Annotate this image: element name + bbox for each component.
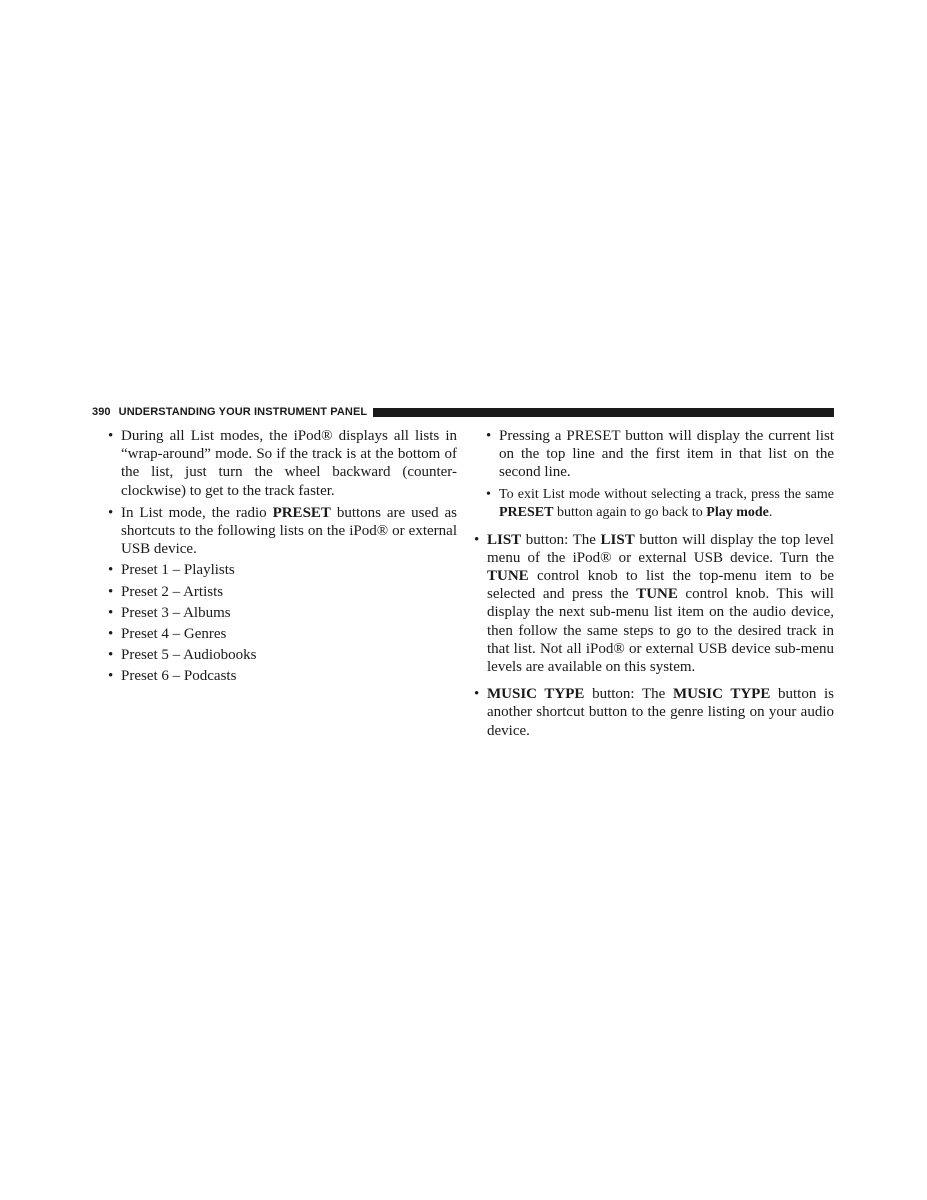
list-item-preset-4 [108,625,457,643]
paragraph-text: button is another shortcut button to the genre listing on your audio device. [487,686,834,739]
bullet-icon: • [108,626,114,643]
section-title: UNDERSTANDING YOUR INSTRUMENT PANEL [118,406,368,418]
preset-label: Preset 3 – Albums [121,604,231,621]
sub-bullet-group [474,427,834,522]
paragraph-text: buttons are used as shortcuts to the following lists on the iPod® or external USB device. [121,504,457,558]
list-item-pressing-preset [486,427,834,482]
tune-keyword: TUNE [487,568,529,585]
list-item-exit-list-mode [486,486,834,522]
paragraph-text: To exit List mode without selecting a track, press the same [499,486,834,502]
paragraph-text: button: The [584,686,673,703]
paragraph-text: control knob. This will display the next sub-menu list item on the audio device, then follow the same steps to go to the desired track in that list. Not all iPod® or external USB device sub-menu levels are available on this system. [487,586,834,676]
page-number: 390 [92,406,111,418]
list-keyword: LIST [600,531,635,548]
list-item-music-type-button [474,685,834,740]
list-item-preset-2 [108,583,457,601]
page-header [92,405,834,419]
list-item-list-button [474,531,834,677]
bullet-icon: • [486,486,491,502]
play-mode-keyword: Play mode [706,504,769,520]
bullet-icon: • [108,583,114,600]
paragraph-text: In List mode, the radio [121,504,273,521]
paragraph-text: Pressing a PRESET button will display the current list on the top line and the first item in that list on the second line. [499,428,834,481]
bullet-icon: • [474,686,480,703]
preset-label: Preset 2 – Artists [121,583,224,600]
list-item-wrap-around [108,427,457,500]
preset-keyword: PRESET [272,504,331,521]
music-type-keyword: MUSIC TYPE [487,686,585,703]
bullet-icon: • [108,668,114,685]
bullet-icon: • [108,647,114,664]
paragraph-text: During all List modes, the iPod® displays all lists in “wrap-around” mode. So if the track is at the bottom of the list, just turn the wheel backward (counter-clockwise) to get to the track faster. [121,428,457,499]
list-item-preset-5 [108,646,457,664]
paragraph-text: button: The [521,531,601,548]
preset-label: Preset 1 – Playlists [121,562,235,579]
preset-label: Preset 5 – Audiobooks [121,647,257,664]
music-type-keyword: MUSIC TYPE [672,686,771,703]
bullet-icon: • [108,504,114,521]
preset-label: Preset 4 – Genres [121,626,227,643]
bullet-icon: • [108,428,114,444]
preset-label: Preset 6 – Podcasts [121,668,237,685]
list-item-preset-1 [108,561,457,579]
list-item-preset-6 [108,667,457,685]
tune-keyword: TUNE [636,586,678,603]
bullet-icon: • [108,604,114,621]
left-column [108,427,457,686]
paragraph-text: . [768,504,773,520]
list-item-preset-3 [108,604,457,622]
right-column [474,427,834,740]
bullet-icon: • [486,428,492,444]
paragraph-text: control knob to list the top-menu item to be selected and press the [487,568,834,603]
paragraph-text: button will display the top level menu of the iPod® or external USB device. Turn the [487,531,834,566]
paragraph-text: button again to go back to [553,504,707,520]
preset-keyword: PRESET [499,504,554,520]
bullet-icon: • [474,531,480,548]
list-item-preset-shortcuts [108,504,457,559]
list-keyword: LIST [487,531,522,548]
bullet-icon: • [108,562,114,579]
header-rule [373,408,834,417]
